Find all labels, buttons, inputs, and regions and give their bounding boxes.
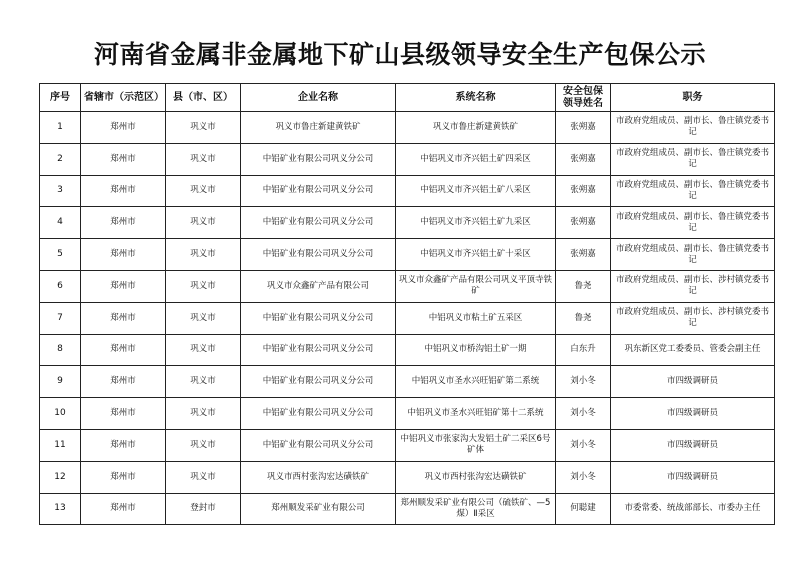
header-cell: 省辖市（示范区） <box>81 84 166 112</box>
cell-city: 郑州市 <box>81 461 166 493</box>
cell-serial-number: 10 <box>40 398 81 430</box>
cell-system-name: 巩义市众鑫矿产品有限公司巩义平顶寺铁矿 <box>396 270 556 302</box>
cell-leader-name: 刘小冬 <box>556 429 611 461</box>
cell-enterprise-name: 中铝矿业有限公司巩义分公司 <box>241 366 396 398</box>
cell-serial-number: 8 <box>40 334 81 366</box>
header-cell: 企业名称 <box>241 84 396 112</box>
cell-serial-number: 7 <box>40 302 81 334</box>
cell-system-name: 中铝巩义市圣水兴旺铝矿第二系统 <box>396 366 556 398</box>
table-row <box>40 302 775 334</box>
cell-city: 郑州市 <box>81 493 166 525</box>
cell-leader-name: 刘小冬 <box>556 366 611 398</box>
table-row <box>40 334 775 366</box>
cell-city: 郑州市 <box>81 270 166 302</box>
cell-system-name: 中铝巩义市齐兴铝土矿八采区 <box>396 175 556 207</box>
cell-serial-number: 6 <box>40 270 81 302</box>
cell-city: 郑州市 <box>81 302 166 334</box>
table-row <box>40 239 775 271</box>
cell-position: 市四级调研员 <box>611 429 775 461</box>
cell-county: 巩义市 <box>166 207 241 239</box>
cell-enterprise-name: 巩义市众鑫矿产品有限公司 <box>241 270 396 302</box>
cell-position: 市政府党组成员、副市长、鲁庄镇党委书记 <box>611 239 775 271</box>
cell-city: 郑州市 <box>81 239 166 271</box>
cell-leader-name: 何聪建 <box>556 493 611 525</box>
cell-county: 巩义市 <box>166 398 241 430</box>
cell-position: 市政府党组成员、副市长、鲁庄镇党委书记 <box>611 207 775 239</box>
cell-system-name: 中铝巩义市粘土矿五采区 <box>396 302 556 334</box>
cell-county: 巩义市 <box>166 461 241 493</box>
cell-enterprise-name: 中铝矿业有限公司巩义分公司 <box>241 334 396 366</box>
cell-county: 巩义市 <box>166 429 241 461</box>
cell-leader-name: 鲁尧 <box>556 270 611 302</box>
cell-enterprise-name: 中铝矿业有限公司巩义分公司 <box>241 239 396 271</box>
cell-enterprise-name: 郑州顺发采矿业有限公司 <box>241 493 396 525</box>
table-row <box>40 207 775 239</box>
cell-system-name: 郑州顺发采矿业有限公司（硫铁矿、—5煤）Ⅱ采区 <box>396 493 556 525</box>
cell-position: 市政府党组成员、副市长、涉村镇党委书记 <box>611 270 775 302</box>
cell-system-name: 中铝巩义市圣水兴旺铝矿第十二系统 <box>396 398 556 430</box>
cell-serial-number: 2 <box>40 143 81 175</box>
cell-system-name: 巩义市西村张沟宏达磺铁矿 <box>396 461 556 493</box>
table-row <box>40 270 775 302</box>
safety-responsibility-table <box>39 83 775 525</box>
cell-serial-number: 12 <box>40 461 81 493</box>
cell-enterprise-name: 中铝矿业有限公司巩义分公司 <box>241 429 396 461</box>
cell-leader-name: 张朔嘉 <box>556 143 611 175</box>
cell-enterprise-name: 中铝矿业有限公司巩义分公司 <box>241 175 396 207</box>
cell-city: 郑州市 <box>81 429 166 461</box>
table-row <box>40 366 775 398</box>
cell-leader-name: 鲁尧 <box>556 302 611 334</box>
cell-county: 巩义市 <box>166 334 241 366</box>
cell-position: 市政府党组成员、副市长、涉村镇党委书记 <box>611 302 775 334</box>
cell-city: 郑州市 <box>81 366 166 398</box>
cell-system-name: 巩义市鲁庄新建黄铁矿 <box>396 112 556 144</box>
header-cell: 职务 <box>611 84 775 112</box>
cell-county: 巩义市 <box>166 239 241 271</box>
cell-position: 巩东新区党工委委员、管委会副主任 <box>611 334 775 366</box>
cell-county: 登封市 <box>166 493 241 525</box>
cell-enterprise-name: 中铝矿业有限公司巩义分公司 <box>241 302 396 334</box>
header-cell: 县（市、区） <box>166 84 241 112</box>
table-row <box>40 398 775 430</box>
cell-position: 市四级调研员 <box>611 366 775 398</box>
cell-enterprise-name: 中铝矿业有限公司巩义分公司 <box>241 398 396 430</box>
cell-enterprise-name: 巩义市西村张沟宏达磺铁矿 <box>241 461 396 493</box>
cell-county: 巩义市 <box>166 143 241 175</box>
cell-serial-number: 4 <box>40 207 81 239</box>
cell-system-name: 中铝巩义市齐兴铝土矿九采区 <box>396 207 556 239</box>
cell-city: 郑州市 <box>81 112 166 144</box>
cell-city: 郑州市 <box>81 175 166 207</box>
cell-serial-number: 3 <box>40 175 81 207</box>
cell-county: 巩义市 <box>166 366 241 398</box>
cell-position: 市四级调研员 <box>611 461 775 493</box>
cell-city: 郑州市 <box>81 207 166 239</box>
cell-serial-number: 13 <box>40 493 81 525</box>
cell-city: 郑州市 <box>81 398 166 430</box>
cell-enterprise-name: 中铝矿业有限公司巩义分公司 <box>241 143 396 175</box>
cell-position: 市政府党组成员、副市长、鲁庄镇党委书记 <box>611 175 775 207</box>
cell-enterprise-name: 巩义市鲁庄新建黄铁矿 <box>241 112 396 144</box>
cell-system-name: 中铝巩义市齐兴铝土矿四采区 <box>396 143 556 175</box>
cell-city: 郑州市 <box>81 143 166 175</box>
cell-leader-name: 张朔嘉 <box>556 207 611 239</box>
cell-leader-name: 白东升 <box>556 334 611 366</box>
header-cell: 安全包保领导姓名 <box>556 84 611 112</box>
cell-serial-number: 9 <box>40 366 81 398</box>
table-body <box>40 112 775 525</box>
table-row <box>40 461 775 493</box>
cell-enterprise-name: 中铝矿业有限公司巩义分公司 <box>241 207 396 239</box>
table-row <box>40 143 775 175</box>
cell-county: 巩义市 <box>166 175 241 207</box>
cell-system-name: 中铝巩义市桥沟铝土矿一期 <box>396 334 556 366</box>
cell-county: 巩义市 <box>166 302 241 334</box>
document-title: 河南省金属非金属地下矿山县级领导安全生产包保公示 <box>93 40 706 69</box>
cell-serial-number: 11 <box>40 429 81 461</box>
cell-serial-number: 1 <box>40 112 81 144</box>
cell-leader-name: 张朔嘉 <box>556 112 611 144</box>
table-header-row <box>40 84 775 112</box>
cell-position: 市政府党组成员、副市长、鲁庄镇党委书记 <box>611 143 775 175</box>
cell-system-name: 中铝巩义市齐兴铝土矿十采区 <box>396 239 556 271</box>
table-row <box>40 493 775 525</box>
table-row <box>40 429 775 461</box>
table-row <box>40 112 775 144</box>
cell-leader-name: 张朔嘉 <box>556 239 611 271</box>
cell-leader-name: 张朔嘉 <box>556 175 611 207</box>
table-row <box>40 175 775 207</box>
cell-serial-number: 5 <box>40 239 81 271</box>
cell-leader-name: 刘小冬 <box>556 398 611 430</box>
header-cell: 系统名称 <box>396 84 556 112</box>
cell-county: 巩义市 <box>166 112 241 144</box>
cell-position: 市四级调研员 <box>611 398 775 430</box>
cell-position: 市政府党组成员、副市长、鲁庄镇党委书记 <box>611 112 775 144</box>
cell-city: 郑州市 <box>81 334 166 366</box>
header-cell: 序号 <box>40 84 81 112</box>
cell-system-name: 中铝巩义市张家沟大发铝土矿二采区6号矿体 <box>396 429 556 461</box>
cell-county: 巩义市 <box>166 270 241 302</box>
cell-position: 市委常委、统战部部长、市委办主任 <box>611 493 775 525</box>
cell-leader-name: 刘小冬 <box>556 461 611 493</box>
